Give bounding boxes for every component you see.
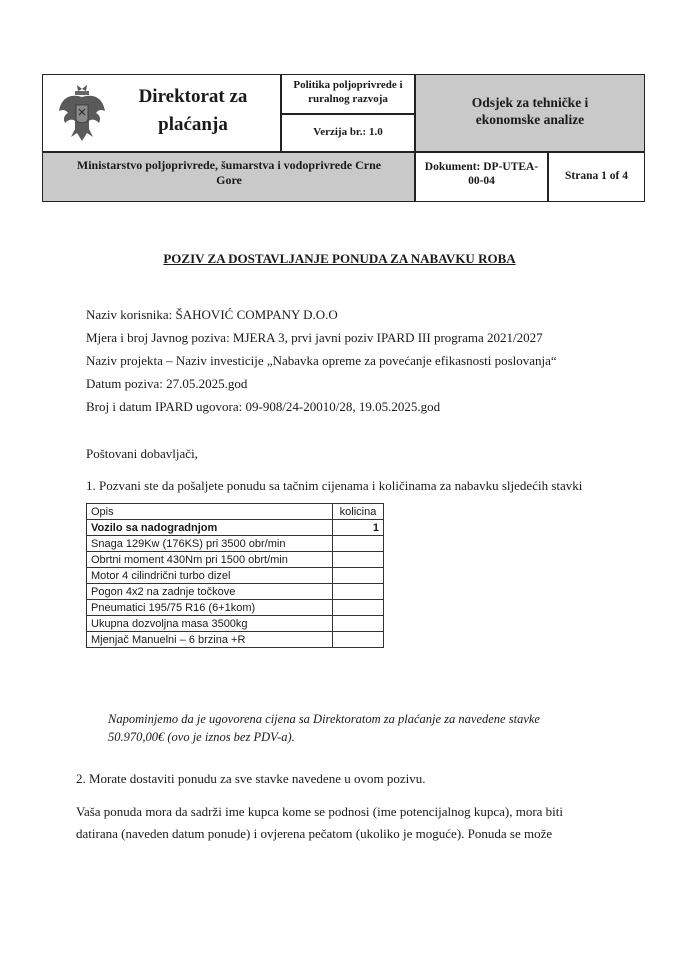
row-description: Ukupna dozvoljna masa 3500kg bbox=[87, 616, 333, 632]
table-row bbox=[87, 632, 384, 648]
table-row bbox=[87, 616, 384, 632]
info-line: Naziv projekta – Naziv investicije „Nabavka opreme za povećanje efikasnosti poslovanja“ bbox=[86, 353, 557, 368]
header-description: Opis bbox=[87, 504, 333, 520]
version-cell: Verzija br.: 1.0 bbox=[313, 126, 383, 138]
row-quantity bbox=[333, 568, 384, 584]
page-number-cell: Strana 1 of 4 bbox=[565, 170, 628, 182]
row-description: Mjenjač Manuelni – 6 brzina +R bbox=[87, 632, 333, 648]
row-quantity bbox=[333, 536, 384, 552]
point-2: 2. Morate dostaviti ponudu za sve stavke navedene u ovom pozivu. bbox=[76, 771, 426, 786]
row-quantity bbox=[333, 632, 384, 648]
table-row bbox=[87, 568, 384, 584]
table-header-row bbox=[87, 504, 384, 520]
row-description: Obrtni moment 430Nm pri 1500 obrt/min bbox=[87, 552, 333, 568]
price-note: Napominjemo da je ugovorena cijena sa Direktoratom za plaćanje za navedene stavke 50.970,00€ (ovo je iznos bez PDV-a). bbox=[108, 712, 540, 744]
table-row bbox=[87, 552, 384, 568]
org-name: Direktorat za plaćanja bbox=[138, 86, 248, 135]
coat-of-arms-icon bbox=[57, 83, 107, 143]
table-row bbox=[87, 520, 384, 536]
row-description: Pneumatici 195/75 R16 (6+1kom) bbox=[87, 600, 333, 616]
items-table-wrap bbox=[86, 503, 384, 648]
row-quantity: 1 bbox=[333, 520, 384, 536]
info-line: Broj i datum IPARD ugovora: 09-908/24-20010/28, 19.05.2025.god bbox=[86, 399, 441, 414]
items-table bbox=[86, 503, 384, 648]
header-quantity: kolicina bbox=[333, 504, 384, 520]
info-line: Naziv korisnika: ŠAHOVIĆ COMPANY D.O.O bbox=[86, 307, 338, 322]
info-line: Datum poziva: 27.05.2025.god bbox=[86, 376, 248, 391]
point-1: 1. Pozvani ste da pošaljete ponudu sa tačnim cijenama i količinama za nabavku sljedećih stavki bbox=[86, 478, 583, 493]
table-row bbox=[87, 584, 384, 600]
document-title: POZIV ZA DOSTAVLJANJE PONUDA ZA NABAVKU ROBA bbox=[163, 251, 516, 266]
info-block bbox=[86, 306, 646, 421]
info-line: Mjera i broj Javnog poziva: MJERA 3, prvi javni poziv IPARD III programa 2021/2027 bbox=[86, 330, 543, 345]
ministry-cell: Ministarstvo poljoprivrede, šumarstva i vodoprivrede Crne Gore bbox=[76, 158, 382, 187]
row-description: Motor 4 cilindrični turbo dizel bbox=[87, 568, 333, 584]
policy-cell: Politika poljoprivrede i ruralnog razvoja bbox=[293, 79, 403, 105]
row-quantity bbox=[333, 584, 384, 600]
row-quantity bbox=[333, 600, 384, 616]
table-row bbox=[87, 600, 384, 616]
document-number-cell: Dokument: DP-UTEA- 00-04 bbox=[424, 161, 539, 188]
row-description: Vozilo sa nadogradnjom bbox=[87, 520, 333, 536]
greeting: Poštovani dobavljači, bbox=[86, 446, 198, 461]
row-description: Snaga 129Kw (176KS) pri 3500 obr/min bbox=[87, 536, 333, 552]
department-cell: Odsjek za tehničke i ekonomske analize bbox=[471, 95, 589, 127]
row-description: Pogon 4x2 na zadnje točkove bbox=[87, 584, 333, 600]
offer-paragraph: Vaša ponuda mora da sadrži ime kupca kome se podnosi (ime potencijalnog kupca), mora biti datirana (naveden datum ponude) i ovjerena pečatom (ukoliko je moguće). Ponuda se može bbox=[76, 804, 563, 841]
row-quantity bbox=[333, 552, 384, 568]
row-quantity bbox=[333, 616, 384, 632]
document-header bbox=[42, 74, 645, 202]
table-row bbox=[87, 536, 384, 552]
